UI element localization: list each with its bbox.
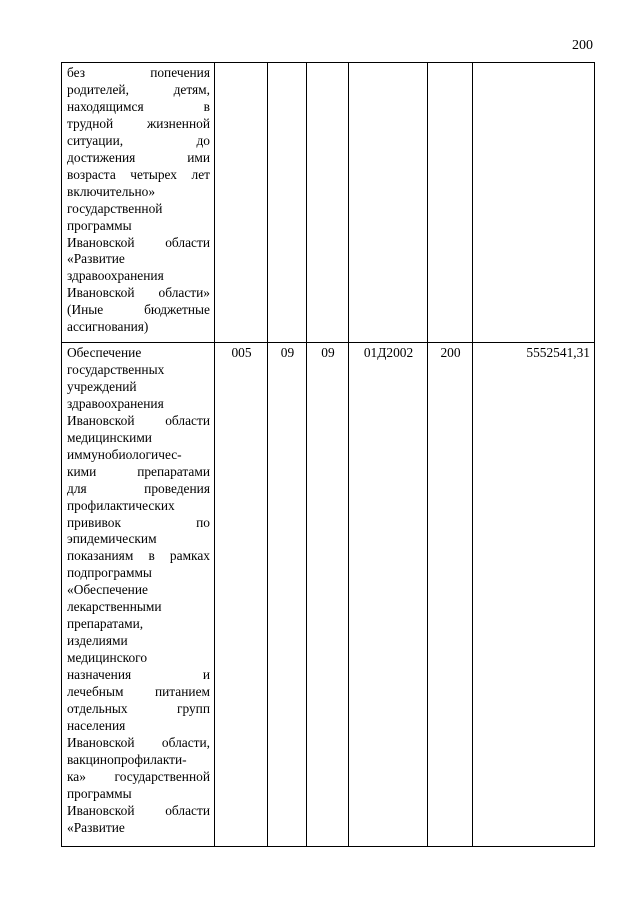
description-line: Обеспечение bbox=[67, 345, 142, 360]
description-line: отдельных групп bbox=[67, 701, 210, 717]
description-line: для проведения bbox=[67, 480, 210, 496]
description-cell bbox=[62, 343, 215, 847]
description-line: профилактических bbox=[67, 497, 175, 513]
description-line: родителей, детям, bbox=[67, 81, 210, 97]
amount-cell: 5552541,31 bbox=[473, 343, 595, 847]
description-line: препаратами, bbox=[67, 616, 144, 632]
description-line: достижения ими bbox=[67, 149, 210, 165]
description-line: без попечения bbox=[67, 65, 210, 80]
section-code-cell bbox=[268, 63, 307, 343]
description-line: программы bbox=[67, 217, 132, 233]
description-line: населения bbox=[67, 717, 126, 733]
description-line: вакцинопрофилакти- bbox=[67, 751, 187, 767]
description-line: прививок по bbox=[67, 514, 210, 530]
description-line: здравоохранения bbox=[67, 395, 164, 411]
description-line: «Обеспечение bbox=[67, 582, 148, 598]
description-line: Ивановской области bbox=[67, 412, 210, 428]
description-line: ка» государственной bbox=[67, 768, 210, 784]
description-line: медицинскими bbox=[67, 429, 152, 445]
description-line: Ивановской области bbox=[67, 802, 210, 818]
table-row bbox=[62, 63, 595, 343]
section-code-cell: 09 bbox=[268, 343, 307, 847]
description-line: ситуации, до bbox=[67, 132, 210, 148]
description-line: программы bbox=[67, 785, 132, 801]
description-line: возраста четырех лет bbox=[67, 166, 210, 182]
description-line: (Иные бюджетные bbox=[67, 302, 210, 318]
page-number: 200 bbox=[572, 38, 593, 53]
description-line: медицинского bbox=[67, 650, 148, 666]
description-line: трудной жизненной bbox=[67, 115, 210, 131]
table-row bbox=[62, 343, 595, 847]
description-line: подпрограммы bbox=[67, 565, 152, 581]
description-line: находящимся в bbox=[67, 98, 210, 114]
expense-type-cell: 200 bbox=[428, 343, 473, 847]
description-line: ассигнования) bbox=[67, 319, 149, 335]
target-article-cell bbox=[349, 63, 428, 343]
description-line: эпидемическим bbox=[67, 531, 157, 547]
subsection-code-cell: 09 bbox=[307, 343, 349, 847]
amount-cell bbox=[473, 63, 595, 343]
expense-type-cell bbox=[428, 63, 473, 343]
admin-code-cell bbox=[215, 63, 268, 343]
description-line: изделиями bbox=[67, 633, 128, 649]
description-line: назначения и bbox=[67, 667, 210, 683]
description-line: учреждений bbox=[67, 378, 137, 394]
description-cell bbox=[62, 63, 215, 343]
description-line: Ивановской области» bbox=[67, 285, 210, 301]
description-line: здравоохранения bbox=[67, 268, 164, 284]
description-line: кими препаратами bbox=[67, 463, 210, 479]
target-article-cell: 01Д2002 bbox=[349, 343, 428, 847]
description-line: лечебным питанием bbox=[67, 684, 210, 700]
budget-table bbox=[61, 62, 595, 847]
description-line: включительно» bbox=[67, 183, 156, 199]
description-line: государственной bbox=[67, 200, 163, 216]
admin-code-cell: 005 bbox=[215, 343, 268, 847]
description-line: лекарственными bbox=[67, 599, 162, 615]
description-line: «Развитие bbox=[67, 251, 125, 267]
description-line: иммунобиологичес- bbox=[67, 446, 182, 462]
description-line: Ивановской области bbox=[67, 234, 210, 250]
description-line: «Развитие bbox=[67, 819, 125, 835]
subsection-code-cell bbox=[307, 63, 349, 343]
description-line: государственных bbox=[67, 361, 165, 377]
description-line: показаниям в рамках bbox=[67, 548, 210, 564]
description-line: Ивановской области, bbox=[67, 734, 210, 750]
